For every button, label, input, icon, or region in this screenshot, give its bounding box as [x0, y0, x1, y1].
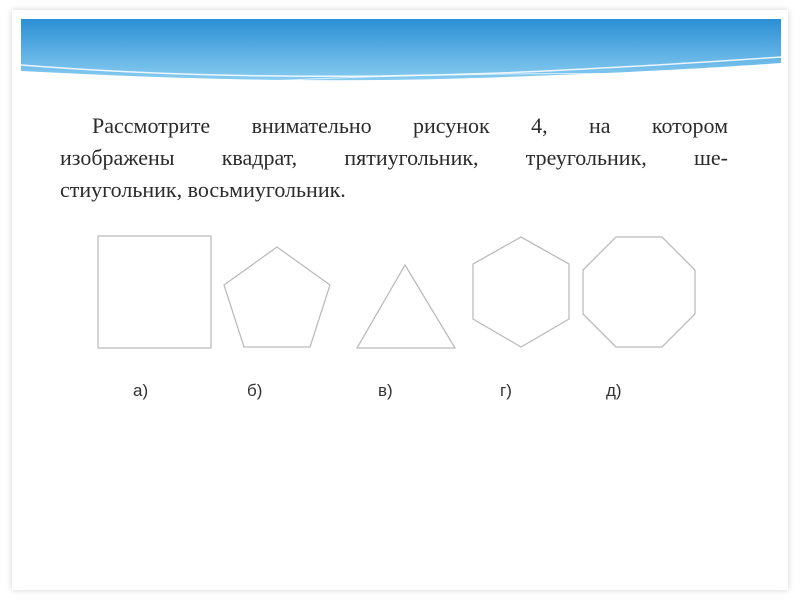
banner-wave-graphic: [21, 19, 781, 85]
square-shape: [98, 236, 211, 348]
paragraph-line-3: стиугольник, восьмиугольник.: [60, 177, 346, 202]
figure-label-a: а): [133, 381, 149, 400]
paragraph-line-2: изображены квадрат, пятиугольник, треугольник, ше-: [60, 145, 728, 170]
pentagon-shape: [224, 247, 330, 347]
figure-label-g: г): [500, 381, 512, 400]
triangle-shape: [357, 265, 455, 348]
octagon-shape: [583, 237, 695, 347]
figure-label-b: б): [247, 381, 263, 400]
hexagon-shape: [473, 237, 569, 347]
figure-4-shapes: [0, 220, 800, 420]
header-banner: [21, 19, 781, 85]
task-paragraph: [60, 110, 728, 206]
paragraph-line-1: Рассмотрите внимательно рисунок 4, на котором: [92, 113, 728, 138]
figure-label-v: в): [378, 381, 393, 400]
figure-label-d: д): [606, 381, 622, 400]
